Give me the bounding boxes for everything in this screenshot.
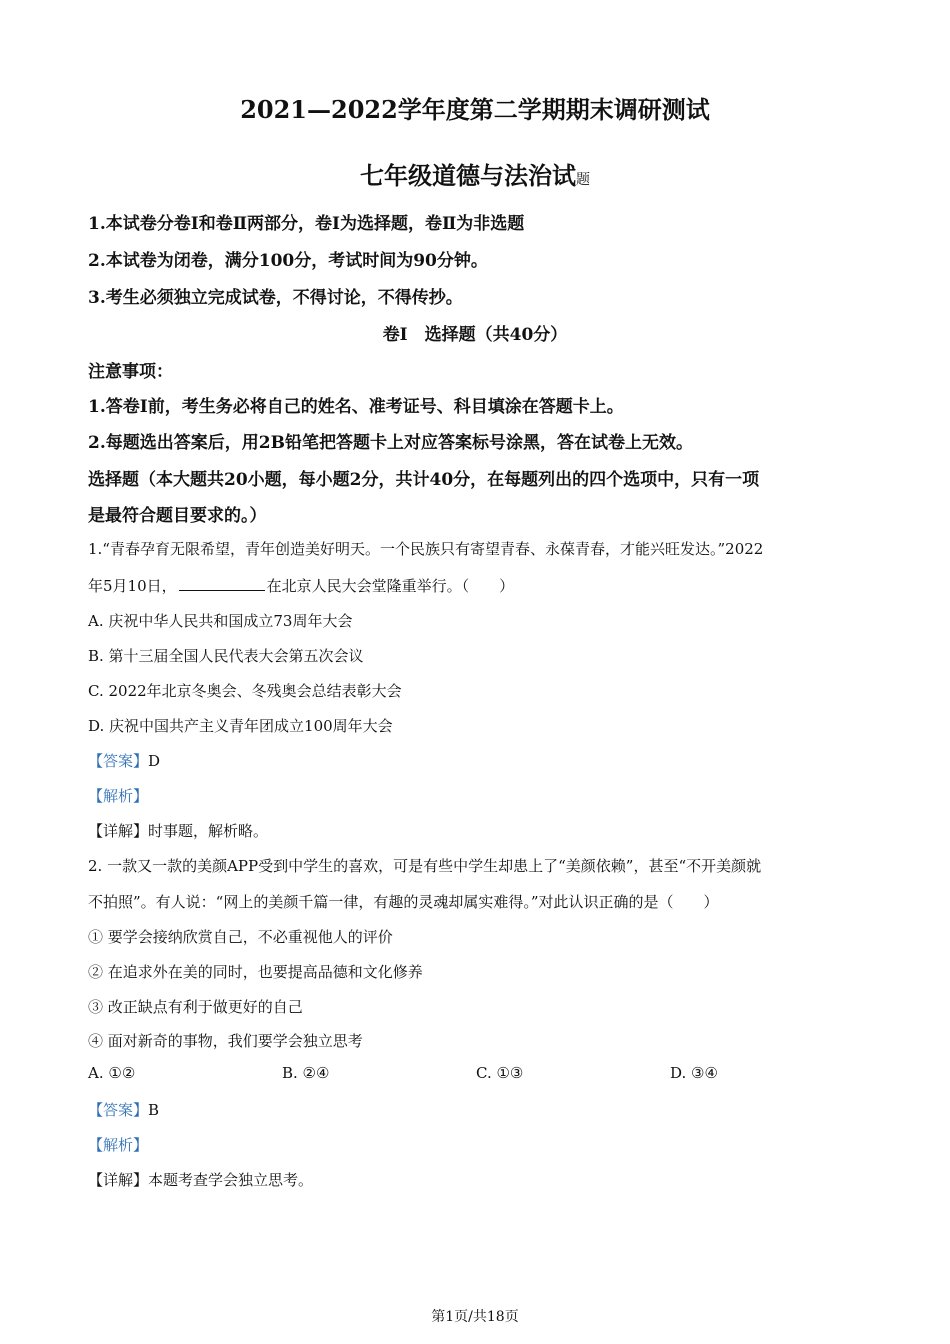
q1-analysis-label: 【解析】 <box>88 787 149 805</box>
page-footer: 第1页/共18页 <box>431 1309 519 1325</box>
q2-stem-line-1: 2. 一款又一款的美颜APP受到中学生的喜欢，可是有些中学生却患上了“美颜依赖”，甚至“不开美颜就 <box>88 857 762 875</box>
q2-option-b: B. ②④ <box>282 1064 330 1082</box>
q2-answer <box>88 1099 159 1120</box>
answer-value: D <box>148 752 161 770</box>
q2-statement-2: ② 在追求外在美的同时，也要提高品德和文化修养 <box>88 963 423 981</box>
q1-stem-pre: 年5月10日， <box>88 577 177 595</box>
q2-analysis-label: 【解析】 <box>88 1136 149 1154</box>
answer-value: B <box>148 1101 160 1119</box>
q1-option-b: B. 第十三届全国人民代表大会第五次会议 <box>88 647 364 665</box>
q1-stem-post: 在北京人民大会堂隆重举行。（ ） <box>266 577 515 595</box>
answer-blank <box>179 576 265 591</box>
exam-title: 2021—2022学年度第二学期期末调研测试 <box>240 95 710 124</box>
note-1: 1.本试卷分卷Ⅰ和卷Ⅱ两部分，卷Ⅰ为选择题，卷Ⅱ为非选题 <box>88 214 525 234</box>
q2-detail: 【详解】本题考查学会独立思考。 <box>88 1171 314 1189</box>
instructions-line-2: 是最符合题目要求的。） <box>88 506 267 526</box>
answer-label: 【答案】 <box>88 1101 149 1119</box>
q1-detail: 【详解】时事题，解析略。 <box>88 822 269 840</box>
answer-label: 【答案】 <box>88 752 149 770</box>
instructions-line-1: 选择题（本大题共20小题，每小题2分，共计40分，在每题列出的四个选项中，只有一项 <box>88 470 760 490</box>
q2-statement-4: ④ 面对新奇的事物，我们要学会独立思考 <box>88 1032 363 1050</box>
q1-option-d: D. 庆祝中国共产主义青年团成立100周年大会 <box>88 717 393 735</box>
q2-option-c: C. ①③ <box>476 1064 524 1082</box>
q2-statement-1: ① 要学会接纳欣赏自己，不必重视他人的评价 <box>88 928 393 946</box>
q1-answer <box>88 750 160 771</box>
subtitle-suffix: 题 <box>576 172 590 188</box>
q1-stem-line-1: 1.“青春孕育无限希望，青年创造美好明天。一个民族只有寄望青春、永葆青春，才能兴旺发达。”2022 <box>88 540 764 558</box>
attention-1: 1.答卷Ⅰ前，考生务必将自己的姓名、准考证号、科目填涂在答题卡上。 <box>88 397 624 417</box>
attention-2: 2.每题选出答案后，用2B铅笔把答题卡上对应答案标号涂黑，答在试卷上无效。 <box>88 433 693 453</box>
note-2: 2.本试卷为闭卷，满分100分，考试时间为90分钟。 <box>88 251 488 271</box>
note-3: 3.考生必须独立完成试卷，不得讨论，不得传抄。 <box>88 288 463 308</box>
q1-stem-line-2 <box>88 575 514 596</box>
q2-stem-line-2: 不拍照”。有人说：“网上的美颜千篇一律，有趣的灵魂却属实难得。”对此认识正确的是（ ） <box>88 893 719 911</box>
exam-subtitle <box>0 156 950 191</box>
attention-label: 注意事项： <box>88 362 173 382</box>
section-heading: 卷Ⅰ 选择题（共40分） <box>382 325 568 345</box>
q2-option-a: A. ①② <box>88 1064 136 1082</box>
q2-statement-3: ③ 改正缺点有利于做更好的自己 <box>88 998 303 1016</box>
q2-option-d: D. ③④ <box>670 1064 718 1082</box>
q1-option-c: C. 2022年北京冬奥会、冬残奥会总结表彰大会 <box>88 682 402 700</box>
subtitle-text: 七年级道德与法治试 <box>360 161 576 190</box>
q1-option-a: A. 庆祝中华人民共和国成立73周年大会 <box>88 612 353 630</box>
